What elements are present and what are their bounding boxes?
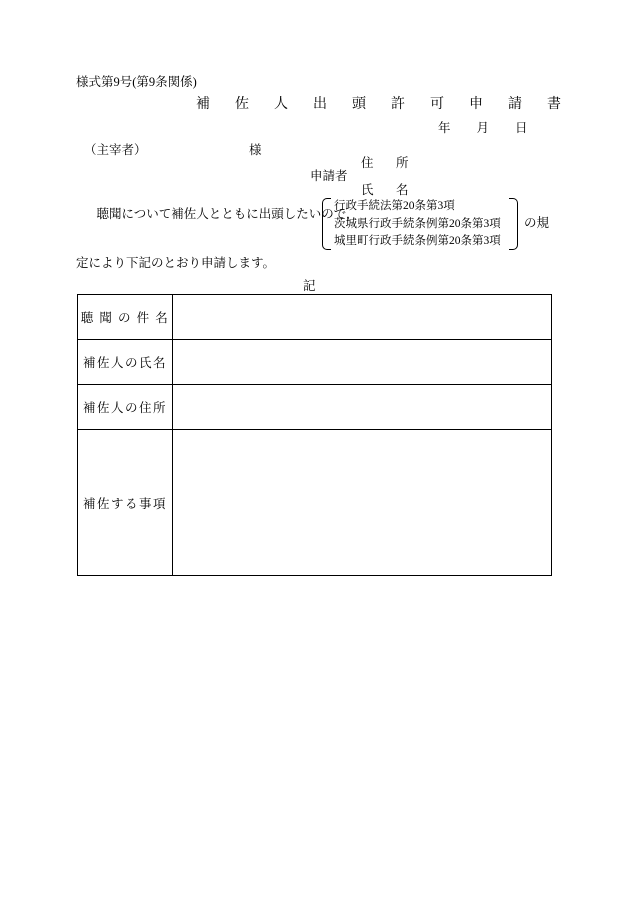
applicant-label: 申請者 — [310, 169, 348, 183]
applicant-name-label: 氏 名 — [361, 183, 414, 197]
body-tail-right-text: の規 — [524, 216, 550, 230]
applicant-address-label: 住 所 — [361, 156, 414, 170]
row-label-hearing-case: 聴 聞 の 件 名 — [78, 295, 173, 340]
table-row — [78, 430, 552, 576]
table-row — [78, 385, 552, 430]
row-value-assistant-name[interactable] — [173, 340, 552, 385]
row-label-assist-matters: 補佐する事項 — [78, 430, 173, 576]
row-value-assistant-address[interactable] — [173, 385, 552, 430]
row-label-assistant-address: 補佐人の住所 — [78, 385, 173, 430]
table-row — [78, 340, 552, 385]
law-reference-item: 茨城県行政手続条例第20条第3項 — [334, 217, 501, 230]
addressee-honorific: 様 — [249, 143, 262, 157]
row-value-assist-matters[interactable] — [173, 430, 552, 576]
law-reference-item: 行政手続法第20条第3項 — [334, 200, 455, 212]
addressee-label: （主宰者） — [84, 143, 147, 157]
law-reference-item: 城里町行政手続条例第20条第3項 — [334, 235, 501, 247]
date-year-label: 年 — [438, 121, 451, 135]
date-line — [438, 118, 528, 136]
law-reference-brace-block — [322, 198, 518, 250]
row-label-assistant-name: 補佐人の氏名 — [78, 340, 173, 385]
date-day-label: 日 — [515, 121, 528, 135]
application-table — [77, 294, 552, 576]
form-number: 様式第9号(第9条関係) — [76, 75, 197, 89]
brace-right-icon — [509, 198, 518, 250]
body-tail-text: 定により下記のとおり申請します。 — [76, 256, 276, 270]
ki-mark: 記 — [303, 279, 316, 293]
law-reference-list — [334, 198, 501, 251]
table-row — [78, 295, 552, 340]
page-title: 補 佐 人 出 頭 許 可 申 請 書 — [196, 97, 567, 112]
brace-left-icon — [322, 198, 331, 250]
date-month-label: 月 — [476, 121, 490, 135]
row-value-hearing-case[interactable] — [173, 295, 552, 340]
body-lead-text: 聴聞について補佐人とともに出頭したいので， — [84, 207, 359, 221]
